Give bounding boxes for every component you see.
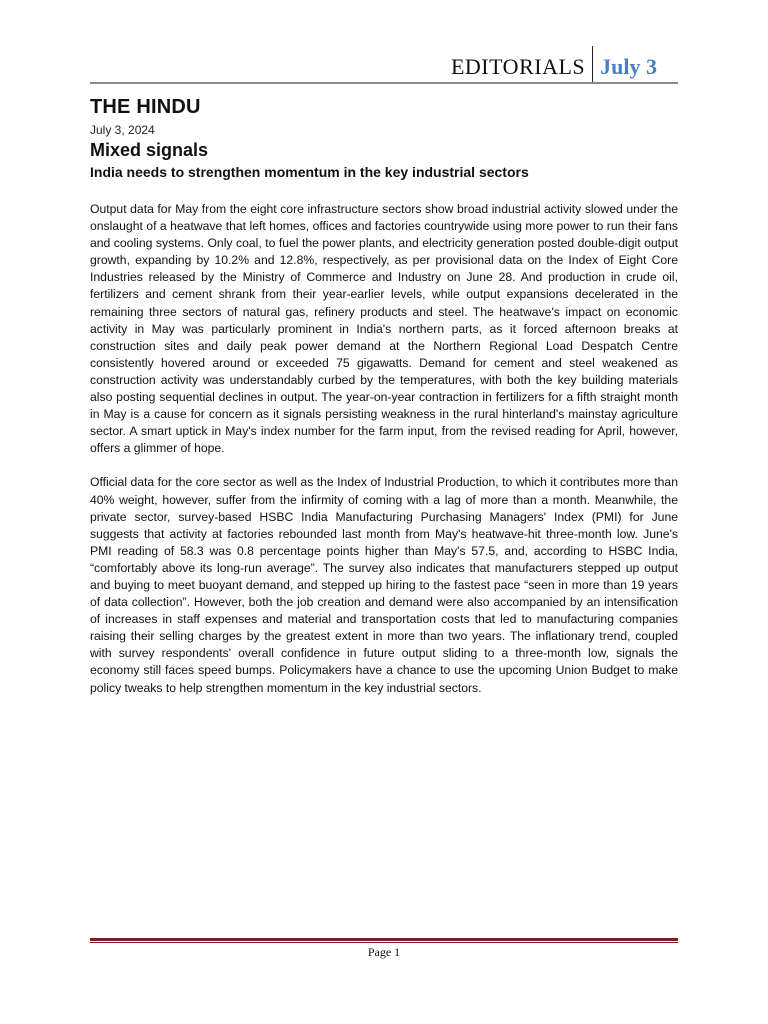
header-divider	[592, 46, 593, 82]
header-title-group	[451, 48, 657, 82]
article-body	[90, 201, 678, 714]
article-subtitle: India needs to strengthen momentum in the key industrial sectors	[90, 164, 529, 180]
footer-rule-thick	[90, 938, 678, 941]
header-section-label: EDITORIALS	[450, 54, 586, 79]
header-date: July 3	[600, 54, 657, 79]
article-paragraph: Output data for May from the eight core infrastructure sectors show broad industrial activity slowed under the onslaught of a heatwave that left homes, offices and factories countrywide using more power to run their fans and cooling systems. Only coal, to fuel the power plants, and electricity generation posted double-digit output growth, expanding by 10.2% and 12.8%, respectively, as per provisional data on the Index of Eight Core Industries released by the Ministry of Commerce and Industry on June 28. And production in crude oil, fertilizers and cement shrank from their year-earlier levels, while output expansions decelerated in the remaining three sectors of natural gas, refinery products and steel. The heatwave's impact on economic activity in May was particularly prominent in India's northern parts, as it forced afternoon breaks at construction sites and daily peak power demand at the Northern Regional Load Despatch Centre consistently hovered around or exceeded 75 gigawatts. Demand for cement and steel weakened as construction activity was understandably curbed by the temperatures, with both the key building materials also posting sequential declines in output. The year-on-year contraction in fertilizers for a fifth straight month in May is a cause for concern as it signals persisting weakness in the rural hinterland's mainstay agriculture sector. A smart uptick in May's index number for the farm input, from the revised reading for April, however, offers a glimmer of hope.	[90, 202, 678, 456]
footer-rule-thin	[90, 942, 678, 943]
publication-date: July 3, 2024	[90, 123, 155, 137]
header-rule	[90, 82, 678, 84]
page-header	[90, 44, 678, 84]
article-paragraph: Official data for the core sector as well as the Index of Industrial Production, to which it contributes more than 40% weight, however, suffer from the infirmity of coming with a lag of more than a month. Meanwhile, the private sector, survey-based HSBC India Manufacturing Purchasing Managers' Index (PMI) for June suggests that activity at factories rebounded last month from May's heatwave-hit three-month low. June's PMI reading of 58.3 was 0.8 percentage points higher than May's 57.5, and, according to HSBC India, “comfortably above its long-run average”. The survey also indicates that manufacturers stepped up output and buying to meet buoyant demand, and stepped up hiring to the fastest pace “seen in more than 19 years of data collection”. However, both the job creation and demand were also accompanied by an intensification of increases in staff expenses and material and transportation costs that led to manufacturing companies raising their selling charges by the greatest extent in more than two years. The inflationary trend, coupled with survey respondents' overall confidence in future output sliding to a three-month low, signals the economy still faces speed bumps. Policymakers have a chance to use the upcoming Union Budget to make policy tweaks to help strengthen momentum in the key industrial sectors.	[90, 475, 678, 695]
page-number: Page 1	[367, 945, 401, 959]
publication-name: THE HINDU	[90, 96, 201, 118]
article-title: Mixed signals	[90, 140, 209, 160]
